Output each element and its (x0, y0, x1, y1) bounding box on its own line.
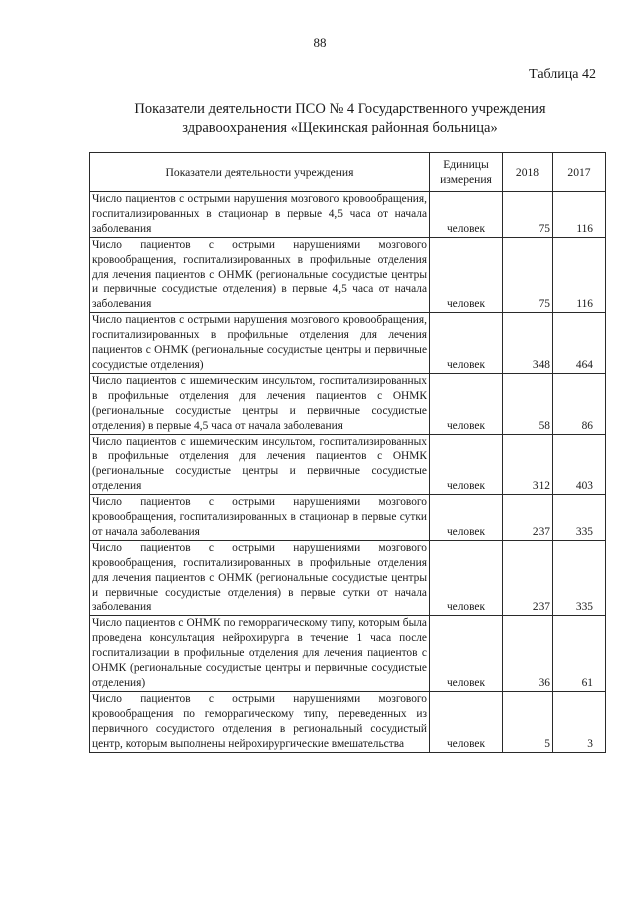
unit-cell: человек (430, 373, 503, 434)
table-row (90, 495, 606, 541)
value-2017-cell: 3 (553, 691, 606, 752)
value-2017-cell: 116 (553, 237, 606, 313)
table-row (90, 691, 606, 752)
value-2018-cell: 36 (503, 616, 553, 692)
indicator-cell: Число пациентов с острыми нарушениями мозгового кровообращения, госпитализированных в профильные отделения для лечения пациентов с ОНМК (региональные сосудистые центры и первичные сосудистые отделения) в первые сутки от начала заболевания (90, 540, 430, 616)
table-row (90, 434, 606, 495)
value-2017-cell: 86 (553, 373, 606, 434)
indicator-cell: Число пациентов с ишемическим инсультом, госпитализированных в профильные отделения для лечения пациентов с ОНМК (региональные сосудистые центры и первичные сосудистые отделения) в первые 4,5 часа от начала заболевания (90, 373, 430, 434)
value-2018-cell: 237 (503, 495, 553, 541)
document-title-line-2: здравоохранения «Щекинская районная больница» (182, 120, 498, 136)
page-number: 88 (313, 35, 327, 50)
indicator-cell: Число пациентов с острыми нарушениями мозгового кровообращения, госпитализированных в профильные отделения для лечения пациентов с ОНМК (региональные сосудистые центры и первичные сосудистые отделения) в первые 4,5 часа от начала заболевания (90, 237, 430, 313)
document-title-line-1: Показатели деятельности ПСО № 4 Государственного учреждения (134, 101, 546, 117)
table-row (90, 192, 606, 238)
value-2017-cell: 335 (553, 540, 606, 616)
unit-cell: человек (430, 540, 503, 616)
indicators-table (89, 152, 606, 753)
indicator-cell: Число пациентов с острыми нарушениями мозгового кровообращения по геморрагическому типу, переведенных из первичного сосудистого отделения в региональный сосудистый центр, которым выполнены нейрохирургические вмешательства (90, 691, 430, 752)
indicator-cell: Число пациентов с острыми нарушениями мозгового кровообращения, госпитализированных в стационар в первые сутки от начала заболевания (90, 495, 430, 541)
table-label: Таблица 42 (529, 67, 596, 82)
unit-cell: человек (430, 237, 503, 313)
value-2017-cell: 464 (553, 313, 606, 374)
header-indicator: Показатели деятельности учреждения (90, 153, 430, 192)
value-2018-cell: 237 (503, 540, 553, 616)
value-2017-cell: 61 (553, 616, 606, 692)
unit-cell: человек (430, 192, 503, 238)
indicator-cell: Число пациентов с острыми нарушения мозгового кровообращения, госпитализированных в профильные отделения для лечения пациентов с ОНМК (региональные сосудистые центры и первичные сосудистые отделения) (90, 313, 430, 374)
unit-cell: человек (430, 691, 503, 752)
value-2018-cell: 348 (503, 313, 553, 374)
unit-cell: человек (430, 434, 503, 495)
value-2018-cell: 75 (503, 237, 553, 313)
indicator-cell: Число пациентов с острыми нарушения мозгового кровообращения, госпитализированных в стационар в первые 4,5 часа от начала заболевания (90, 192, 430, 238)
table-header-row (90, 153, 606, 192)
table-row (90, 540, 606, 616)
unit-cell: человек (430, 616, 503, 692)
table-row (90, 373, 606, 434)
value-2018-cell: 312 (503, 434, 553, 495)
unit-cell: человек (430, 313, 503, 374)
value-2018-cell: 58 (503, 373, 553, 434)
header-2017: 2017 (553, 153, 606, 192)
value-2017-cell: 403 (553, 434, 606, 495)
table-row (90, 313, 606, 374)
value-2017-cell: 335 (553, 495, 606, 541)
table-row (90, 616, 606, 692)
value-2018-cell: 5 (503, 691, 553, 752)
document-title (60, 100, 620, 138)
value-2018-cell: 75 (503, 192, 553, 238)
header-2018: 2018 (503, 153, 553, 192)
indicator-cell: Число пациентов с ОНМК по геморрагическому типу, которым была проведена консультация нейрохирурга в течение 1 часа после госпитализации в профильные отделения для лечения пациентов с ОНМК (региональные сосудистые центры и первичные сосудистые отделения) (90, 616, 430, 692)
unit-cell: человек (430, 495, 503, 541)
value-2017-cell: 116 (553, 192, 606, 238)
table-row (90, 237, 606, 313)
header-unit: Единицы измерения (430, 153, 503, 192)
indicator-cell: Число пациентов с ишемическим инсультом, госпитализированных в профильные отделения для лечения пациентов с ОНМК (региональные сосудистые центры и первичные сосудистые отделения (90, 434, 430, 495)
